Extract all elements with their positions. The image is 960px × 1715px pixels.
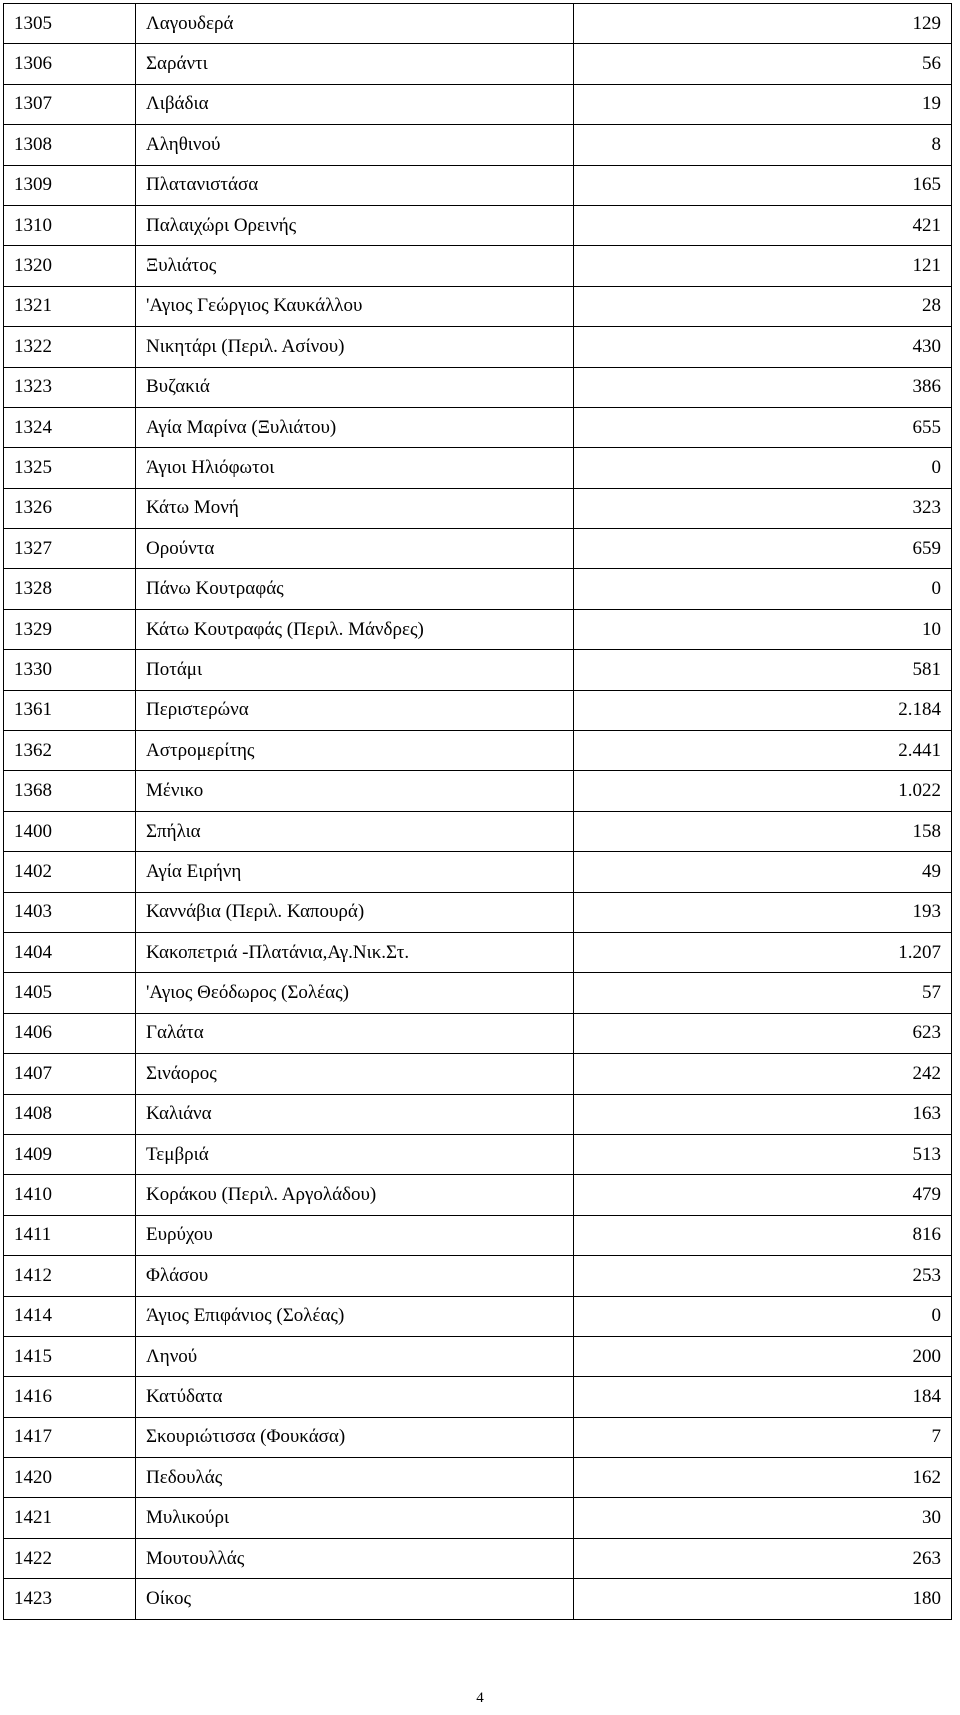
row-code: 1322 — [4, 327, 136, 367]
row-name: Άγιος Επιφάνιος (Σολέας) — [136, 1296, 574, 1336]
row-value: 0 — [574, 448, 952, 488]
table-row — [4, 852, 952, 892]
table-row — [4, 1013, 952, 1053]
row-value: 28 — [574, 286, 952, 326]
row-name: Φλάσου — [136, 1256, 574, 1296]
community-table — [3, 3, 952, 1620]
row-name: Περιστερώνα — [136, 690, 574, 730]
row-value: 2.184 — [574, 690, 952, 730]
row-code: 1411 — [4, 1215, 136, 1255]
row-name: Αγία Μαρίνα (Ξυλιάτου) — [136, 407, 574, 447]
row-code: 1408 — [4, 1094, 136, 1134]
table-row — [4, 1256, 952, 1296]
row-code: 1412 — [4, 1256, 136, 1296]
table-row — [4, 407, 952, 447]
row-value: 421 — [574, 205, 952, 245]
row-code: 1400 — [4, 811, 136, 851]
row-name: Αστρομερίτης — [136, 731, 574, 771]
row-code: 1310 — [4, 205, 136, 245]
row-code: 1321 — [4, 286, 136, 326]
table-row — [4, 44, 952, 84]
row-code: 1407 — [4, 1054, 136, 1094]
row-name: Ποτάμι — [136, 650, 574, 690]
row-name: Νικητάρι (Περιλ. Ασίνου) — [136, 327, 574, 367]
row-value: 200 — [574, 1336, 952, 1376]
table-row — [4, 1538, 952, 1578]
row-name: Βυζακιά — [136, 367, 574, 407]
row-code: 1305 — [4, 4, 136, 44]
row-code: 1326 — [4, 488, 136, 528]
row-name: Ευρύχου — [136, 1215, 574, 1255]
table-row — [4, 286, 952, 326]
row-code: 1325 — [4, 448, 136, 488]
row-code: 1415 — [4, 1336, 136, 1376]
row-code: 1416 — [4, 1377, 136, 1417]
row-value: 57 — [574, 973, 952, 1013]
row-code: 1414 — [4, 1296, 136, 1336]
row-name: Τεμβριά — [136, 1134, 574, 1174]
row-value: 129 — [574, 4, 952, 44]
row-name: Γαλάτα — [136, 1013, 574, 1053]
table-row — [4, 932, 952, 972]
table-row — [4, 1336, 952, 1376]
row-value: 158 — [574, 811, 952, 851]
table-row — [4, 246, 952, 286]
row-value: 165 — [574, 165, 952, 205]
row-value: 659 — [574, 529, 952, 569]
table-row — [4, 1579, 952, 1619]
table-row — [4, 84, 952, 124]
row-value: 2.441 — [574, 731, 952, 771]
row-name: 'Αγιος Γεώργιος Καυκάλλου — [136, 286, 574, 326]
row-value: 184 — [574, 1377, 952, 1417]
table-row — [4, 731, 952, 771]
row-name: Κοράκου (Περιλ. Αργολάδου) — [136, 1175, 574, 1215]
row-name: Άγιοι Ηλιόφωτοι — [136, 448, 574, 488]
row-code: 1323 — [4, 367, 136, 407]
table-row — [4, 811, 952, 851]
row-code: 1307 — [4, 84, 136, 124]
row-value: 581 — [574, 650, 952, 690]
row-name: Σινάορος — [136, 1054, 574, 1094]
row-code: 1410 — [4, 1175, 136, 1215]
row-value: 816 — [574, 1215, 952, 1255]
row-value: 19 — [574, 84, 952, 124]
table-row — [4, 1458, 952, 1498]
row-code: 1403 — [4, 892, 136, 932]
row-value: 0 — [574, 569, 952, 609]
row-code: 1423 — [4, 1579, 136, 1619]
row-name: 'Αγιος Θεόδωρος (Σολέας) — [136, 973, 574, 1013]
row-name: Μένικο — [136, 771, 574, 811]
row-code: 1422 — [4, 1538, 136, 1578]
table-row — [4, 569, 952, 609]
row-value: 30 — [574, 1498, 952, 1538]
table-row — [4, 529, 952, 569]
table-row — [4, 327, 952, 367]
row-code: 1362 — [4, 731, 136, 771]
row-value: 479 — [574, 1175, 952, 1215]
row-value: 0 — [574, 1296, 952, 1336]
row-code: 1405 — [4, 973, 136, 1013]
row-name: Κατύδατα — [136, 1377, 574, 1417]
table-row — [4, 650, 952, 690]
row-value: 386 — [574, 367, 952, 407]
row-code: 1324 — [4, 407, 136, 447]
row-code: 1327 — [4, 529, 136, 569]
row-value: 430 — [574, 327, 952, 367]
row-name: Αληθινού — [136, 125, 574, 165]
row-code: 1330 — [4, 650, 136, 690]
row-code: 1328 — [4, 569, 136, 609]
row-value: 121 — [574, 246, 952, 286]
row-code: 1329 — [4, 609, 136, 649]
row-value: 253 — [574, 1256, 952, 1296]
row-value: 49 — [574, 852, 952, 892]
row-name: Μουτουλλάς — [136, 1538, 574, 1578]
row-code: 1306 — [4, 44, 136, 84]
table-row — [4, 1377, 952, 1417]
table-row — [4, 1134, 952, 1174]
row-code: 1308 — [4, 125, 136, 165]
row-value: 8 — [574, 125, 952, 165]
row-value: 193 — [574, 892, 952, 932]
row-value: 163 — [574, 1094, 952, 1134]
row-value: 10 — [574, 609, 952, 649]
row-name: Καννάβια (Περιλ. Καπουρά) — [136, 892, 574, 932]
table-row — [4, 448, 952, 488]
row-name: Αγία Ειρήνη — [136, 852, 574, 892]
table-row — [4, 609, 952, 649]
row-code: 1417 — [4, 1417, 136, 1457]
row-value: 162 — [574, 1458, 952, 1498]
row-value: 242 — [574, 1054, 952, 1094]
page-number: 4 — [476, 1690, 484, 1706]
row-value: 623 — [574, 1013, 952, 1053]
table-row — [4, 165, 952, 205]
table-row — [4, 1498, 952, 1538]
row-name: Σαράντι — [136, 44, 574, 84]
row-name: Οίκος — [136, 1579, 574, 1619]
table-row — [4, 690, 952, 730]
row-name: Ορούντα — [136, 529, 574, 569]
row-code: 1404 — [4, 932, 136, 972]
row-code: 1421 — [4, 1498, 136, 1538]
row-code: 1361 — [4, 690, 136, 730]
row-code: 1402 — [4, 852, 136, 892]
row-value: 180 — [574, 1579, 952, 1619]
row-name: Πεδουλάς — [136, 1458, 574, 1498]
row-name: Σκουριώτισσα (Φουκάσα) — [136, 1417, 574, 1457]
row-value: 655 — [574, 407, 952, 447]
row-code: 1409 — [4, 1134, 136, 1174]
table-row — [4, 367, 952, 407]
row-value: 263 — [574, 1538, 952, 1578]
row-name: Λαγουδερά — [136, 4, 574, 44]
table-body — [4, 4, 952, 1620]
row-name: Μυλικούρι — [136, 1498, 574, 1538]
table-row — [4, 771, 952, 811]
row-value: 7 — [574, 1417, 952, 1457]
row-code: 1406 — [4, 1013, 136, 1053]
table-row — [4, 125, 952, 165]
row-name: Πλατανιστάσα — [136, 165, 574, 205]
table-row — [4, 892, 952, 932]
row-code: 1309 — [4, 165, 136, 205]
table-row — [4, 1296, 952, 1336]
row-name: Ληνού — [136, 1336, 574, 1376]
table-row — [4, 973, 952, 1013]
row-name: Κακοπετριά -Πλατάνια,Αγ.Νικ.Στ. — [136, 932, 574, 972]
row-name: Καλιάνα — [136, 1094, 574, 1134]
row-value: 1.022 — [574, 771, 952, 811]
row-name: Πάνω Κουτραφάς — [136, 569, 574, 609]
table-row — [4, 205, 952, 245]
row-name: Παλαιχώρι Ορεινής — [136, 205, 574, 245]
row-name: Κάτω Κουτραφάς (Περιλ. Μάνδρες) — [136, 609, 574, 649]
table-row — [4, 1175, 952, 1215]
row-name: Ξυλιάτος — [136, 246, 574, 286]
table-row — [4, 1054, 952, 1094]
table-row — [4, 4, 952, 44]
row-value: 513 — [574, 1134, 952, 1174]
row-code: 1420 — [4, 1458, 136, 1498]
row-code: 1368 — [4, 771, 136, 811]
row-value: 56 — [574, 44, 952, 84]
row-name: Κάτω Μονή — [136, 488, 574, 528]
row-name: Λιβάδια — [136, 84, 574, 124]
row-value: 1.207 — [574, 932, 952, 972]
row-name: Σπήλια — [136, 811, 574, 851]
table-row — [4, 1094, 952, 1134]
table-row — [4, 1215, 952, 1255]
row-code: 1320 — [4, 246, 136, 286]
table-row — [4, 1417, 952, 1457]
row-value: 323 — [574, 488, 952, 528]
table-row — [4, 488, 952, 528]
